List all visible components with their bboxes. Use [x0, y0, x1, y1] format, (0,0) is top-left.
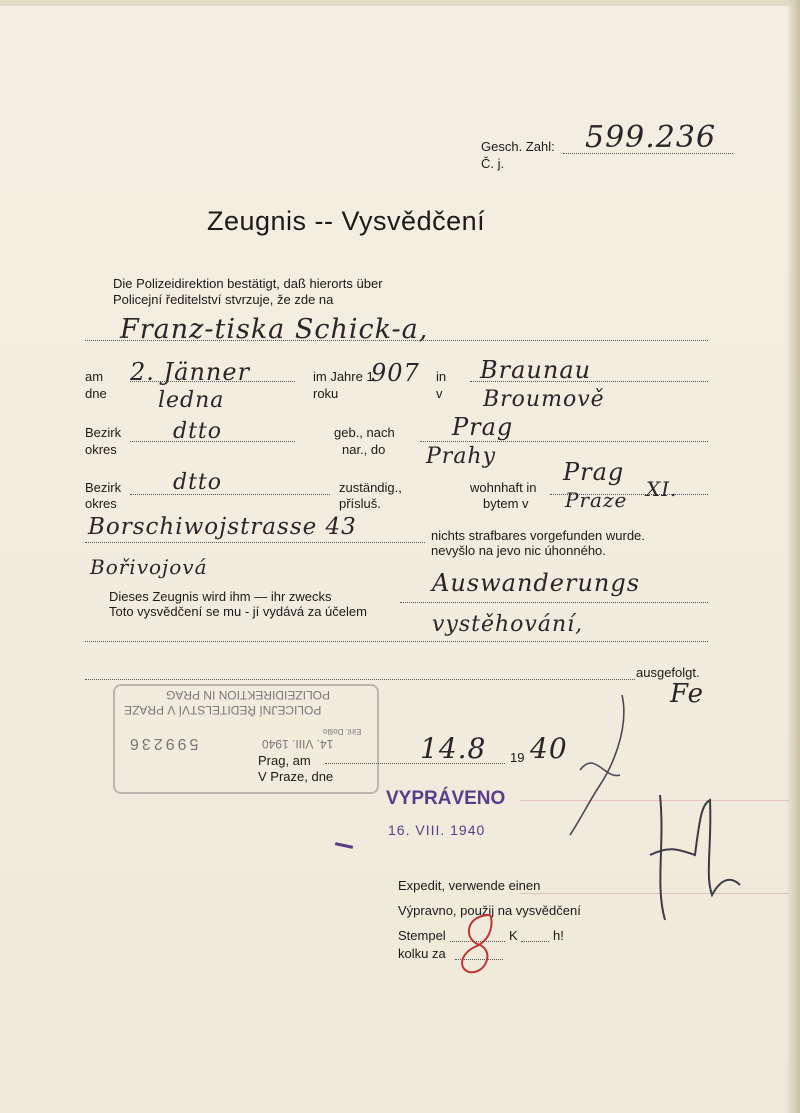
page-top-edge [0, 0, 800, 6]
birth-place-cs: Broumově [483, 387, 605, 412]
birth-year: 907 [371, 359, 420, 387]
expedit-label: Expedit, verwende einen [398, 878, 541, 893]
year-label-cs: roku [313, 386, 339, 401]
birth-place-de: Braunau [480, 356, 592, 384]
district2-value: dtto [173, 470, 223, 495]
destination-line [420, 441, 708, 442]
kolku-label: kolku za [398, 946, 446, 961]
birth-date-de: 2. Jänner [130, 358, 251, 386]
zustandig-label: zuständig., [339, 480, 402, 495]
k-label: K [509, 928, 518, 943]
birth-month-cs: ledna [158, 388, 225, 413]
street-line [85, 542, 425, 543]
district-number: XI. [646, 477, 678, 501]
purpose-line-2 [85, 641, 708, 642]
dispatch-stamp-date: 16. VIII. 1940 [388, 822, 486, 838]
bezirk-label-2: Bezirk [85, 480, 122, 495]
vypravno-label: Výpravno, použij na vysvědčení [398, 903, 581, 918]
h-label: h! [553, 928, 564, 943]
v-praze-label: V Praze, dne [258, 769, 334, 784]
note-cs: nevyšlo na jevo nic úhonného. [431, 543, 606, 558]
person-name: Franz-tiska Schick-a, [120, 314, 429, 345]
am-label: am [85, 369, 104, 384]
year-label-de: im Jahre 1 [313, 369, 374, 384]
reference-number: 599.236 [585, 120, 717, 155]
birth-place-line [470, 381, 708, 382]
purpose-line-de: Dieses Zeugnis wird ihm — ihr zwecks [109, 589, 332, 604]
nar-label: nar., do [342, 442, 386, 457]
bezirk-label-1: Bezirk [85, 425, 122, 440]
note-de: nichts strafbares vorgefunden wurde. [431, 528, 645, 543]
intro-line-cs: Policejní ředitelství stvrzuje, že zde na [113, 292, 334, 307]
residence-city-cs: Praze [565, 488, 628, 512]
gesch-zahl-label: Gesch. Zahl: [481, 139, 555, 154]
signature-stroke [560, 690, 650, 840]
issued-line [85, 679, 635, 680]
police-stamp-date: 14. VIII. 1940 [262, 737, 334, 751]
page-right-edge [786, 0, 800, 1113]
okres-label-2: okres [85, 496, 117, 511]
district1-value: dtto [173, 419, 223, 444]
prislus-label: přísluš. [339, 496, 381, 511]
bytem-label: bytem v [483, 496, 529, 511]
destination-cs: Prahy [426, 444, 497, 469]
issue-date: 14.8 [420, 732, 487, 765]
cj-label: Č. j. [481, 156, 505, 171]
destination-de: Prag [452, 413, 514, 441]
issue-year: 40 [530, 732, 568, 765]
wohnhaft-label: wohnhaft in [470, 480, 537, 495]
name-line [85, 340, 708, 341]
residence-city-de: Prag [563, 458, 625, 486]
geb-label: geb., nach [334, 425, 395, 440]
v-label: v [436, 386, 443, 401]
police-stamp-line1: POLIZEIDIREKTION IN PRAG [166, 688, 331, 702]
document-title: Zeugnis -- Vysvědčení [207, 206, 486, 236]
purpose-line-1 [400, 602, 708, 603]
police-stamp-line2: POLICEJNÍ ŘEDITELSTVÍ V PRAZE [124, 703, 322, 717]
supervisor-signature [640, 785, 750, 925]
purpose-value-cs: vystěhování, [432, 612, 584, 637]
police-stamp-small: Einl. Došlo [323, 727, 362, 736]
purpose-value-de: Auswanderungs [432, 569, 641, 597]
street-de: Borschiwojstrasse 43 [88, 514, 357, 540]
century-label: 19 [510, 750, 525, 765]
prag-am-label: Prag, am [258, 753, 311, 768]
issued-initials: Fe [670, 679, 705, 709]
dne-label: dne [85, 386, 107, 401]
dispatch-stamp-word: VYPRÁVENO [386, 788, 506, 809]
police-stamp-number: 599236 [127, 735, 199, 752]
h-amount-line [521, 941, 549, 942]
purpose-line-cs: Toto vysvědčení se mu - jí vydává za účelem [109, 604, 367, 619]
district2-line [130, 494, 330, 495]
purple-mark [335, 842, 353, 849]
birth-date-line [130, 381, 295, 382]
in-label: in [436, 369, 447, 384]
okres-label-1: okres [85, 442, 117, 457]
red-mark-8 [455, 910, 505, 980]
intro-line-de: Die Polizeidirektion bestätigt, daß hierorts über [113, 276, 383, 291]
ausgefolgt-label: ausgefolgt. [636, 665, 700, 680]
stempel-label: Stempel [398, 928, 446, 943]
street-cs: Bořivojová [90, 555, 208, 579]
